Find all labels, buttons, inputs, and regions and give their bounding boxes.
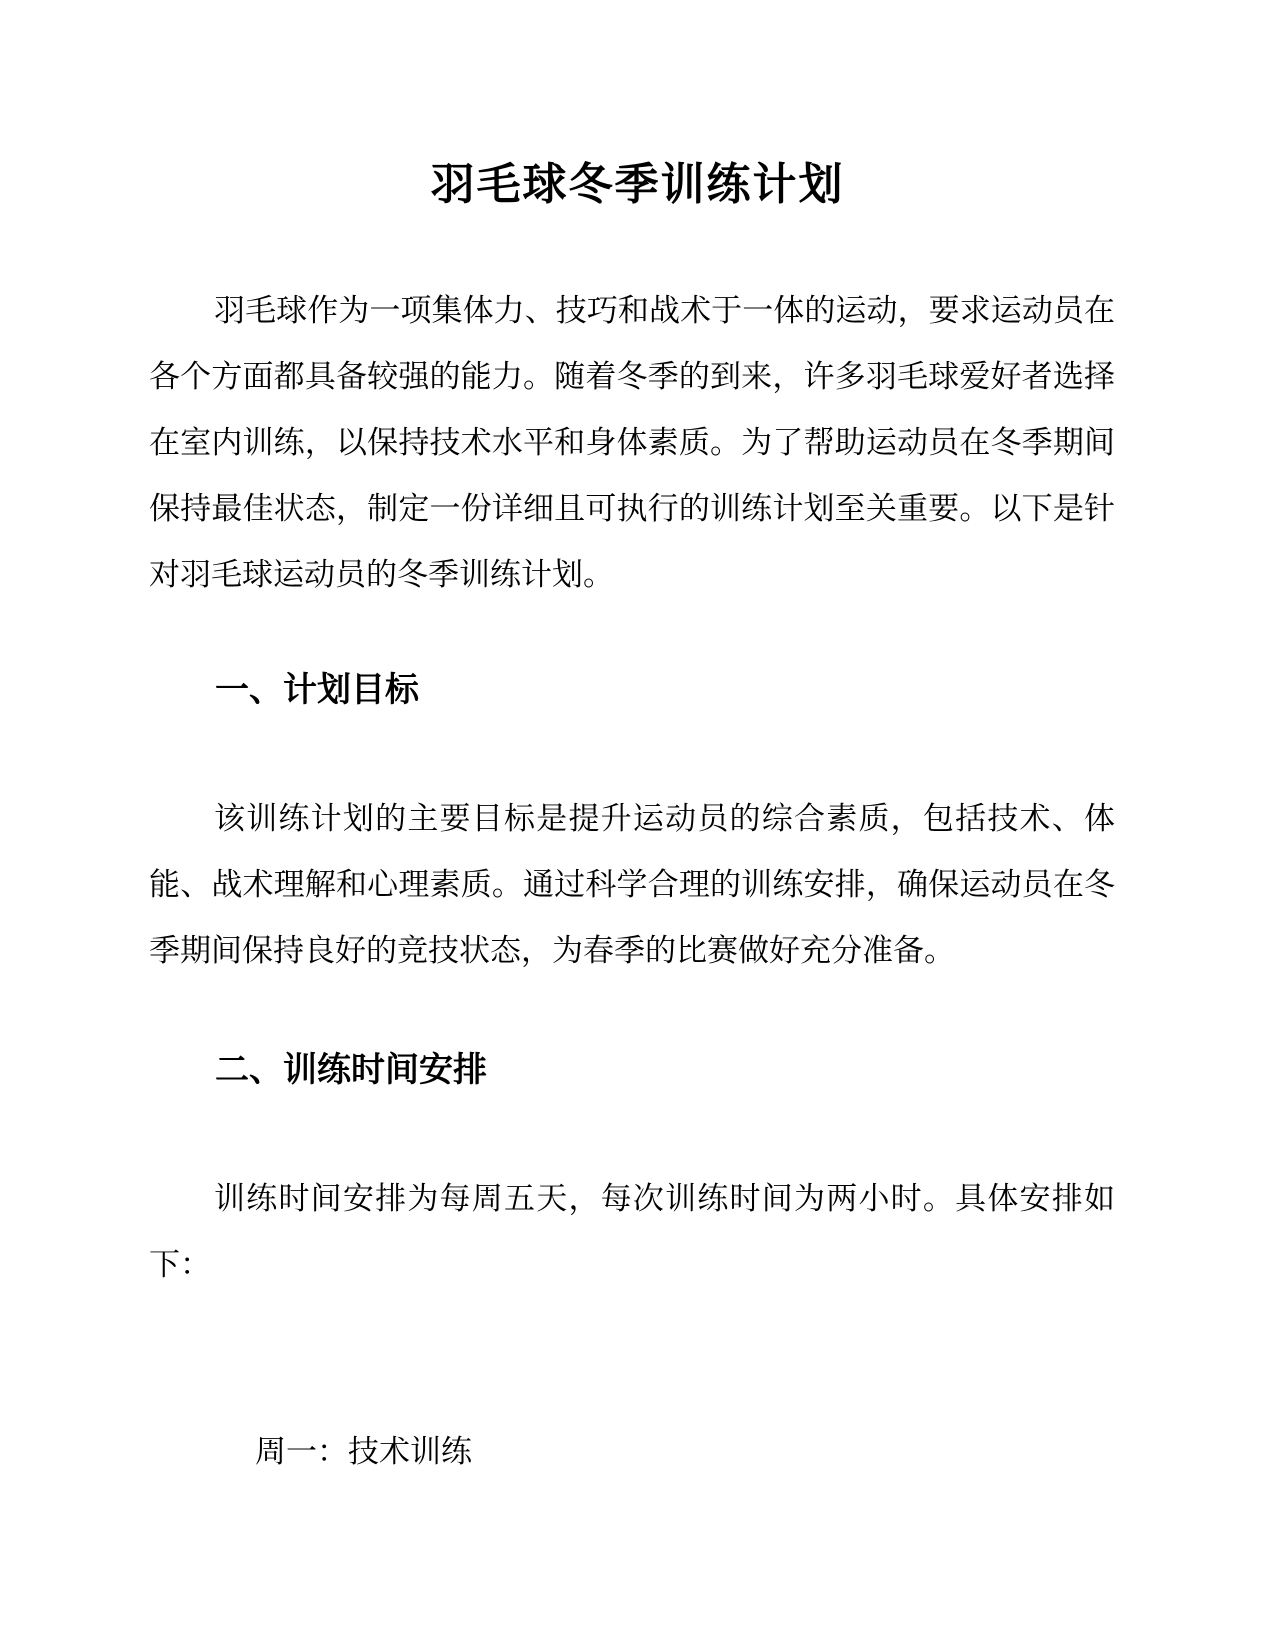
section-heading-schedule: 二、训练时间安排 <box>215 1050 487 1090</box>
goals-paragraph: 该训练计划的主要目标是提升运动员的综合素质，包括技术、体能、战术理解和心理素质。通过科学合理的训练安排，确保运动员在冬季期间保持良好的竞技状态，为春季的比赛做好充分准备。 <box>149 801 1115 969</box>
schedule-paragraph: 训练时间安排为每周五天，每次训练时间为两小时。具体安排如下： <box>149 1181 1115 1283</box>
schedule-item-monday: 周一：技术训练 <box>255 1434 472 1470</box>
section-heading-goals: 一、计划目标 <box>215 670 419 710</box>
document-title: 羽毛球冬季训练计划 <box>430 159 845 210</box>
intro-paragraph: 羽毛球作为一项集体力、技巧和战术于一体的运动，要求运动员在各个方面都具备较强的能力。随着冬季的到来，许多羽毛球爱好者选择在室内训练，以保持技术水平和身体素质。为了帮助运动员在冬季期间保持最佳状态，制定一份详细且可执行的训练计划至关重要。以下是针对羽毛球运动员的冬季训练计划。 <box>149 293 1115 593</box>
